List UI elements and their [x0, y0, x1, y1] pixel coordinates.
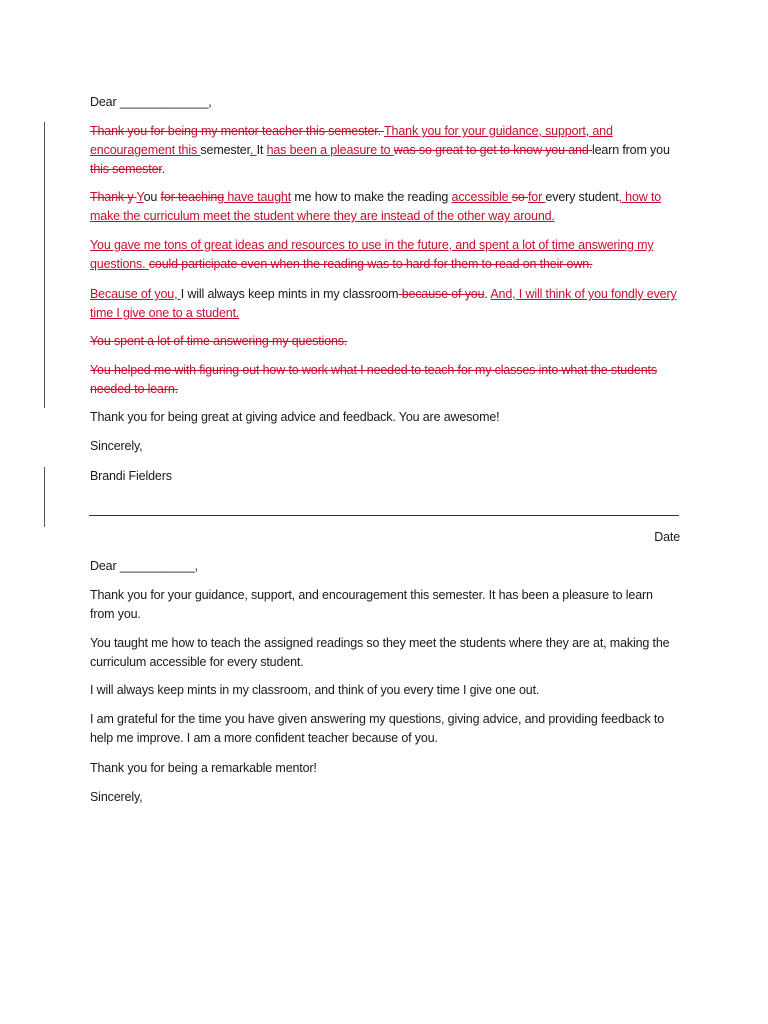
body-text: semester — [200, 143, 250, 157]
final-paragraph-2: You taught me how to teach the assigned readings so they meet the students where they are at, making the curriculum accessible for every student. — [90, 636, 670, 669]
final-salutation: Dear ___________, — [90, 559, 198, 573]
inserted-text: accessible — [451, 190, 512, 204]
inserted-text: , how to make the curriculum meet the student where they are instead of the other way around. — [90, 190, 662, 223]
deleted-text: because of you — [398, 287, 485, 301]
deleted-text: Thank y — [90, 190, 137, 204]
inserted-text: Thank you for your guidance, support, and encouragement this — [90, 124, 613, 157]
draft-paragraph-3 — [90, 236, 680, 274]
inserted-text: Because of you, — [90, 287, 181, 301]
body-text: It — [256, 143, 267, 157]
draft-paragraph-2 — [90, 188, 680, 226]
body-text: me how to make the reading — [291, 190, 452, 204]
date-label: Date — [654, 530, 680, 544]
draft-salutation: Dear _____________, — [90, 95, 212, 109]
deleted-text: so — [511, 190, 528, 204]
inserted-text: . — [249, 143, 257, 157]
deleted-text: You spent a lot of time answering my questions. — [90, 334, 348, 348]
draft-closing: Sincerely, — [90, 439, 143, 453]
body-text: . — [484, 287, 491, 301]
change-bar-bottom — [44, 467, 45, 527]
inserted-text: has been a pleasure to — [266, 143, 394, 157]
section-divider — [89, 515, 679, 516]
final-closing: Sincerely, — [90, 790, 143, 804]
deleted-text: could participate even when the reading was to hard for them to read on their own. — [148, 257, 593, 271]
draft-paragraph-6 — [90, 361, 680, 399]
body-text: learn from you — [591, 143, 670, 157]
final-paragraph-3: I will always keep mints in my classroom, and think of you every time I give one out. — [90, 683, 540, 697]
inserted-text: And, I will think of you fondly every time I give one to a student. — [90, 287, 677, 320]
inserted-text: You gave me tons of great ideas and resources to use in the future, and spent a lot of time answering my questions. — [90, 238, 654, 271]
body-text: . — [161, 162, 166, 176]
final-paragraph-4: I am grateful for the time you have given answering my questions, giving advice, and providing feedback to help me improve. I am a more confident teacher because of you. — [90, 712, 665, 745]
inserted-text: Y — [136, 190, 144, 204]
body-text: ou — [143, 190, 161, 204]
body-text: every student — [545, 190, 619, 204]
draft-paragraph-4 — [90, 285, 680, 323]
deleted-text: for teaching — [160, 190, 225, 204]
inserted-text: have taught — [224, 190, 292, 204]
inserted-text: for — [527, 190, 546, 204]
draft-paragraph-5 — [90, 332, 347, 351]
deleted-text: Thank you for being my mentor teacher this semester. — [90, 124, 385, 138]
draft-paragraph-7: Thank you for being great at giving advice and feedback. You are awesome! — [90, 410, 500, 424]
draft-paragraph-1 — [90, 122, 680, 179]
deleted-text: was so great to get to know you and — [393, 143, 592, 157]
draft-signature: Brandi Fielders — [90, 469, 172, 483]
final-paragraph-5: Thank you for being a remarkable mentor! — [90, 761, 317, 775]
body-text: I will always keep mints in my classroom — [180, 287, 399, 301]
deleted-text: You helped me with figuring out how to work what I needed to teach for my classes into what the students needed to learn. — [90, 363, 657, 396]
change-bar-top — [44, 122, 45, 408]
deleted-text: this semester — [90, 162, 162, 176]
final-paragraph-1: Thank you for your guidance, support, and encouragement this semester. It has been a pleasure to learn from you. — [90, 588, 653, 621]
